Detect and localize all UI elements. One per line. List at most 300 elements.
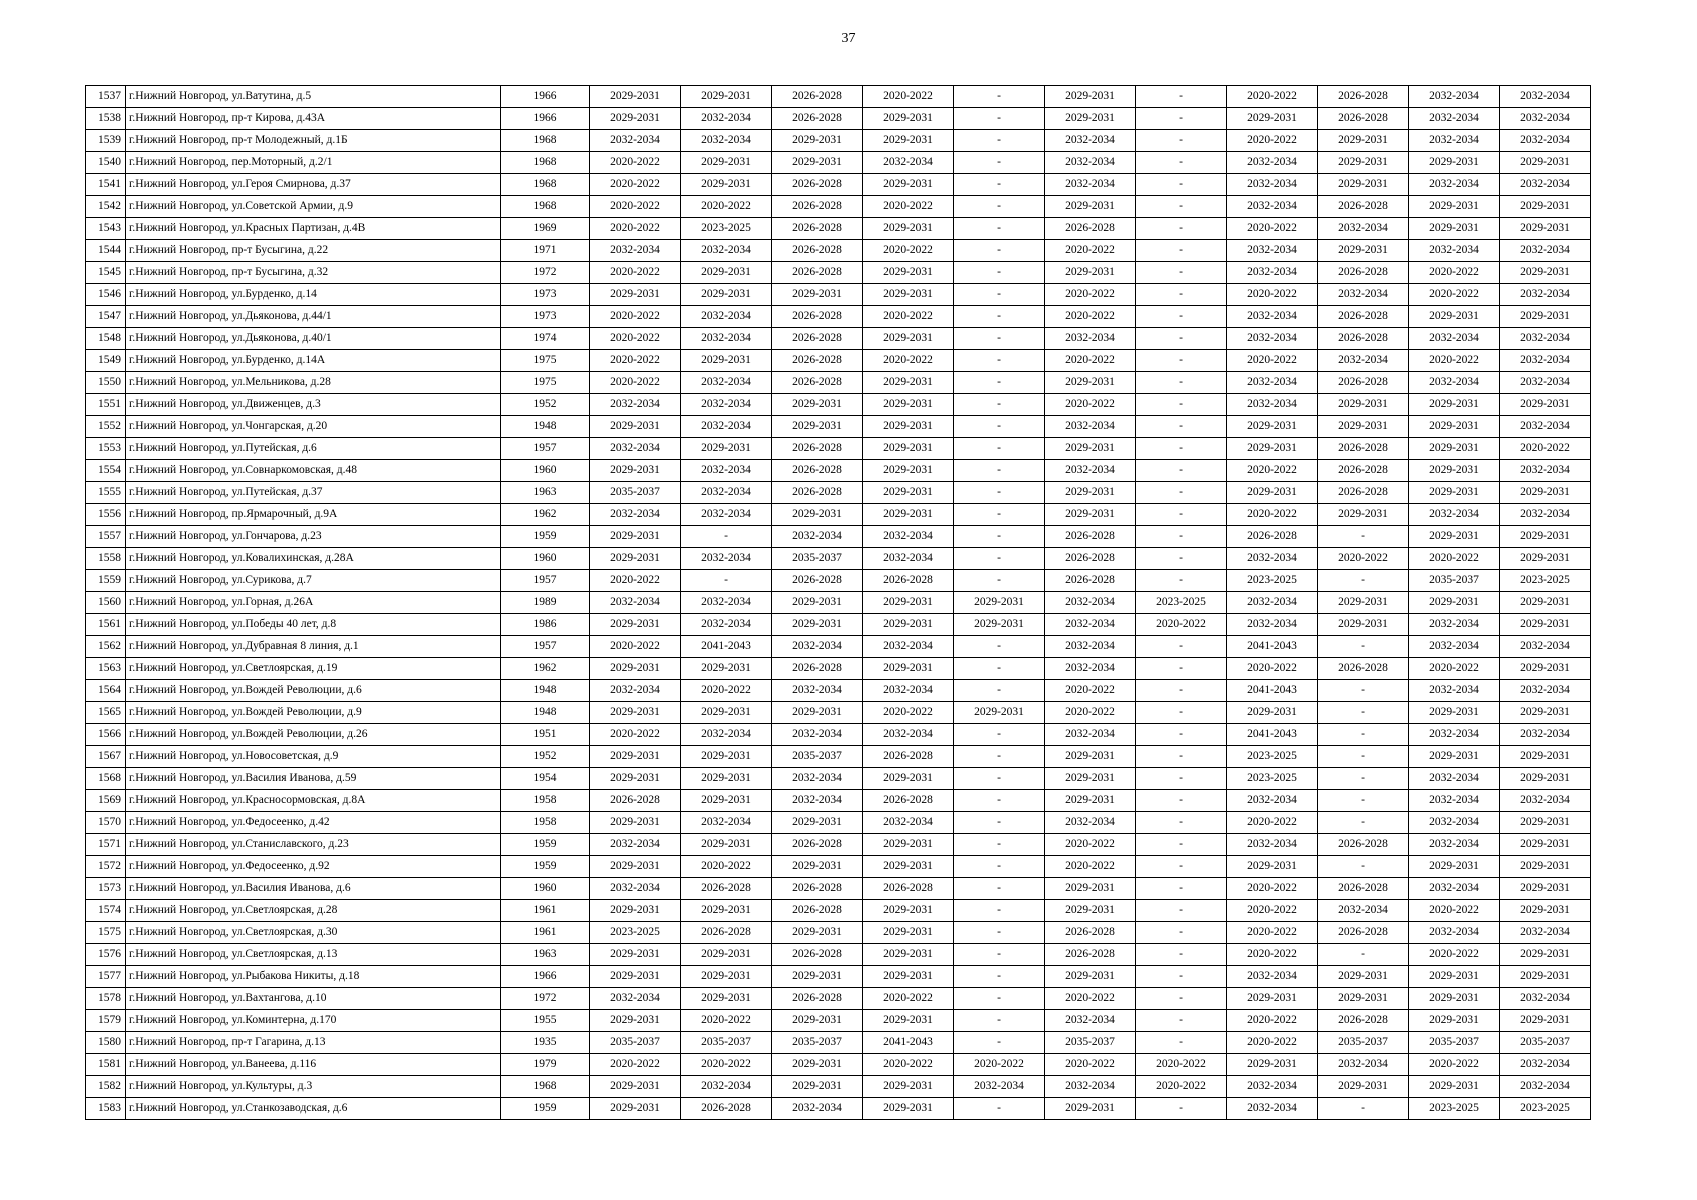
period-cell-5: -	[954, 372, 1045, 394]
period-cell-8: 2041-2043	[1227, 680, 1318, 702]
period-cell-6: 2029-2031	[1045, 262, 1136, 284]
period-cell-1: 2032-2034	[590, 680, 681, 702]
period-cell-8: 2020-2022	[1227, 878, 1318, 900]
period-cell-1: 2020-2022	[590, 570, 681, 592]
period-cell-8: 2020-2022	[1227, 922, 1318, 944]
period-cell-2: 2020-2022	[681, 856, 772, 878]
table-row	[86, 746, 1591, 768]
address-cell: г.Нижний Новгород, ул.Сурикова, д.7	[126, 570, 501, 592]
address-cell: г.Нижний Новгород, ул.Федосеенко, д.92	[126, 856, 501, 878]
period-cell-11: 2032-2034	[1500, 372, 1591, 394]
year-cell: 1974	[501, 328, 590, 350]
period-cell-4: 2026-2028	[863, 790, 954, 812]
period-cell-7: -	[1136, 86, 1227, 108]
period-cell-1: 2032-2034	[590, 988, 681, 1010]
year-cell: 1960	[501, 460, 590, 482]
period-cell-8: 2020-2022	[1227, 900, 1318, 922]
row-number-cell: 1562	[86, 636, 126, 658]
period-cell-11: 2035-2037	[1500, 1032, 1591, 1054]
period-cell-6: 2020-2022	[1045, 988, 1136, 1010]
period-cell-3: 2029-2031	[772, 284, 863, 306]
period-cell-10: 2029-2031	[1409, 196, 1500, 218]
period-cell-6: 2020-2022	[1045, 306, 1136, 328]
period-cell-9: 2026-2028	[1318, 1010, 1409, 1032]
period-cell-6: 2029-2031	[1045, 768, 1136, 790]
table-row	[86, 592, 1591, 614]
period-cell-3: 2029-2031	[772, 812, 863, 834]
period-cell-3: 2032-2034	[772, 790, 863, 812]
period-cell-10: 2032-2034	[1409, 240, 1500, 262]
period-cell-3: 2029-2031	[772, 1076, 863, 1098]
row-number-cell: 1580	[86, 1032, 126, 1054]
period-cell-5: -	[954, 922, 1045, 944]
period-cell-1: 2020-2022	[590, 152, 681, 174]
period-cell-7: -	[1136, 746, 1227, 768]
period-cell-9: 2026-2028	[1318, 460, 1409, 482]
period-cell-2: 2029-2031	[681, 152, 772, 174]
period-cell-4: 2029-2031	[863, 614, 954, 636]
period-cell-2: 2026-2028	[681, 922, 772, 944]
table-row	[86, 856, 1591, 878]
period-cell-2: 2029-2031	[681, 658, 772, 680]
period-cell-10: 2020-2022	[1409, 658, 1500, 680]
period-cell-4: 2032-2034	[863, 724, 954, 746]
address-cell: г.Нижний Новгород, ул.Новосоветская, д.9	[126, 746, 501, 768]
period-cell-6: 2026-2028	[1045, 218, 1136, 240]
period-cell-9: 2029-2031	[1318, 240, 1409, 262]
period-cell-3: 2029-2031	[772, 592, 863, 614]
period-cell-5: -	[954, 328, 1045, 350]
table-row	[86, 1054, 1591, 1076]
period-cell-4: 2020-2022	[863, 1054, 954, 1076]
period-cell-11: 2032-2034	[1500, 108, 1591, 130]
period-cell-3: 2026-2028	[772, 988, 863, 1010]
address-cell: г.Нижний Новгород, ул.Красносормовская, д.8А	[126, 790, 501, 812]
table-row	[86, 284, 1591, 306]
period-cell-10: 2029-2031	[1409, 482, 1500, 504]
table-row	[86, 394, 1591, 416]
year-cell: 1975	[501, 372, 590, 394]
address-cell: г.Нижний Новгород, ул.Станиславского, д.23	[126, 834, 501, 856]
period-cell-2: 2029-2031	[681, 834, 772, 856]
period-cell-4: 2029-2031	[863, 504, 954, 526]
period-cell-2: 2032-2034	[681, 548, 772, 570]
period-cell-4: 2029-2031	[863, 394, 954, 416]
period-cell-2: 2026-2028	[681, 1098, 772, 1120]
period-cell-11: 2032-2034	[1500, 1076, 1591, 1098]
period-cell-7: 2020-2022	[1136, 1054, 1227, 1076]
period-cell-7: -	[1136, 218, 1227, 240]
period-cell-2: 2020-2022	[681, 1054, 772, 1076]
year-cell: 1957	[501, 438, 590, 460]
period-cell-1: 2032-2034	[590, 240, 681, 262]
period-cell-6: 2029-2031	[1045, 482, 1136, 504]
period-cell-7: -	[1136, 834, 1227, 856]
period-cell-6: 2032-2034	[1045, 636, 1136, 658]
period-cell-7: -	[1136, 394, 1227, 416]
period-cell-6: 2032-2034	[1045, 614, 1136, 636]
period-cell-4: 2020-2022	[863, 196, 954, 218]
period-cell-7: -	[1136, 438, 1227, 460]
period-cell-5: -	[954, 460, 1045, 482]
period-cell-1: 2020-2022	[590, 218, 681, 240]
period-cell-8: 2020-2022	[1227, 504, 1318, 526]
period-cell-4: 2032-2034	[863, 812, 954, 834]
row-number-cell: 1572	[86, 856, 126, 878]
period-cell-6: 2032-2034	[1045, 812, 1136, 834]
period-cell-11: 2029-2031	[1500, 746, 1591, 768]
period-cell-7: -	[1136, 526, 1227, 548]
row-number-cell: 1539	[86, 130, 126, 152]
period-cell-11: 2032-2034	[1500, 174, 1591, 196]
year-cell: 1958	[501, 790, 590, 812]
period-cell-2: 2032-2034	[681, 1076, 772, 1098]
period-cell-1: 2029-2031	[590, 856, 681, 878]
period-cell-1: 2023-2025	[590, 922, 681, 944]
year-cell: 1968	[501, 1076, 590, 1098]
period-cell-2: 2029-2031	[681, 944, 772, 966]
period-cell-8: 2023-2025	[1227, 768, 1318, 790]
period-cell-5: -	[954, 636, 1045, 658]
table-row	[86, 570, 1591, 592]
row-number-cell: 1571	[86, 834, 126, 856]
period-cell-11: 2032-2034	[1500, 988, 1591, 1010]
period-cell-10: 2029-2031	[1409, 988, 1500, 1010]
period-cell-11: 2032-2034	[1500, 130, 1591, 152]
address-cell: г.Нижний Новгород, ул.Гончарова, д.23	[126, 526, 501, 548]
table-row	[86, 636, 1591, 658]
table-row	[86, 504, 1591, 526]
period-cell-10: 2032-2034	[1409, 86, 1500, 108]
year-cell: 1973	[501, 306, 590, 328]
period-cell-6: 2029-2031	[1045, 438, 1136, 460]
period-cell-10: 2029-2031	[1409, 306, 1500, 328]
period-cell-7: -	[1136, 372, 1227, 394]
period-cell-6: 2020-2022	[1045, 284, 1136, 306]
period-cell-3: 2035-2037	[772, 746, 863, 768]
period-cell-1: 2029-2031	[590, 108, 681, 130]
row-number-cell: 1570	[86, 812, 126, 834]
period-cell-10: 2020-2022	[1409, 350, 1500, 372]
period-cell-9: 2026-2028	[1318, 482, 1409, 504]
period-cell-9: 2026-2028	[1318, 196, 1409, 218]
period-cell-5: -	[954, 218, 1045, 240]
table-row	[86, 196, 1591, 218]
address-cell: г.Нижний Новгород, пр-т Гагарина, д.13	[126, 1032, 501, 1054]
row-number-cell: 1565	[86, 702, 126, 724]
table-row	[86, 834, 1591, 856]
table-row	[86, 790, 1591, 812]
period-cell-4: 2029-2031	[863, 856, 954, 878]
period-cell-3: 2035-2037	[772, 1032, 863, 1054]
period-cell-8: 2020-2022	[1227, 86, 1318, 108]
period-cell-6: 2032-2034	[1045, 724, 1136, 746]
period-cell-8: 2020-2022	[1227, 350, 1318, 372]
period-cell-9: 2026-2028	[1318, 306, 1409, 328]
year-cell: 1959	[501, 526, 590, 548]
period-cell-8: 2032-2034	[1227, 1098, 1318, 1120]
period-cell-4: 2029-2031	[863, 900, 954, 922]
period-cell-4: 2032-2034	[863, 152, 954, 174]
period-cell-4: 2029-2031	[863, 1098, 954, 1120]
period-cell-10: 2029-2031	[1409, 1010, 1500, 1032]
period-cell-1: 2020-2022	[590, 636, 681, 658]
period-cell-7: -	[1136, 350, 1227, 372]
period-cell-9: 2029-2031	[1318, 1076, 1409, 1098]
period-cell-11: 2029-2031	[1500, 1010, 1591, 1032]
row-number-cell: 1579	[86, 1010, 126, 1032]
period-cell-6: 2032-2034	[1045, 416, 1136, 438]
period-cell-4: 2029-2031	[863, 130, 954, 152]
address-cell: г.Нижний Новгород, ул.Горная, д.26А	[126, 592, 501, 614]
period-cell-7: -	[1136, 328, 1227, 350]
period-cell-4: 2029-2031	[863, 218, 954, 240]
period-cell-6: 2020-2022	[1045, 394, 1136, 416]
period-cell-2: 2029-2031	[681, 966, 772, 988]
period-cell-2: 2032-2034	[681, 504, 772, 526]
period-cell-5: -	[954, 570, 1045, 592]
period-cell-11: 2032-2034	[1500, 724, 1591, 746]
period-cell-6: 2032-2034	[1045, 1076, 1136, 1098]
period-cell-6: 2026-2028	[1045, 526, 1136, 548]
period-cell-8: 2029-2031	[1227, 416, 1318, 438]
address-cell: г.Нижний Новгород, ул.Дьяконова, д.44/1	[126, 306, 501, 328]
period-cell-7: -	[1136, 856, 1227, 878]
period-cell-10: 2020-2022	[1409, 900, 1500, 922]
period-cell-10: 2029-2031	[1409, 416, 1500, 438]
row-number-cell: 1573	[86, 878, 126, 900]
period-cell-8: 2020-2022	[1227, 1032, 1318, 1054]
period-cell-1: 2020-2022	[590, 306, 681, 328]
period-cell-2: 2029-2031	[681, 702, 772, 724]
period-cell-7: -	[1136, 922, 1227, 944]
period-cell-3: 2026-2028	[772, 834, 863, 856]
period-cell-5: -	[954, 306, 1045, 328]
period-cell-3: 2026-2028	[772, 108, 863, 130]
period-cell-1: 2029-2031	[590, 86, 681, 108]
table-row	[86, 966, 1591, 988]
period-cell-7: -	[1136, 570, 1227, 592]
year-cell: 1957	[501, 570, 590, 592]
period-cell-4: 2029-2031	[863, 438, 954, 460]
address-cell: г.Нижний Новгород, ул.Красных Партизан, д.4В	[126, 218, 501, 240]
table-row	[86, 218, 1591, 240]
period-cell-10: 2029-2031	[1409, 702, 1500, 724]
period-cell-7: 2023-2025	[1136, 592, 1227, 614]
period-cell-5: -	[954, 812, 1045, 834]
period-cell-2: 2032-2034	[681, 416, 772, 438]
address-cell: г.Нижний Новгород, ул.Федосеенко, д.42	[126, 812, 501, 834]
year-cell: 1968	[501, 174, 590, 196]
year-cell: 1972	[501, 262, 590, 284]
period-cell-6: 2029-2031	[1045, 86, 1136, 108]
address-cell: г.Нижний Новгород, ул.Дьяконова, д.40/1	[126, 328, 501, 350]
period-cell-3: 2026-2028	[772, 262, 863, 284]
period-cell-8: 2032-2034	[1227, 262, 1318, 284]
period-cell-9: 2029-2031	[1318, 394, 1409, 416]
period-cell-4: 2029-2031	[863, 834, 954, 856]
period-cell-7: -	[1136, 1098, 1227, 1120]
period-cell-8: 2029-2031	[1227, 988, 1318, 1010]
period-cell-1: 2026-2028	[590, 790, 681, 812]
period-cell-8: 2041-2043	[1227, 724, 1318, 746]
period-cell-2: 2023-2025	[681, 218, 772, 240]
period-cell-1: 2035-2037	[590, 1032, 681, 1054]
period-cell-5: -	[954, 152, 1045, 174]
period-cell-10: 2029-2031	[1409, 966, 1500, 988]
year-cell: 1952	[501, 394, 590, 416]
period-cell-1: 2020-2022	[590, 372, 681, 394]
period-cell-2: 2029-2031	[681, 262, 772, 284]
row-number-cell: 1583	[86, 1098, 126, 1120]
period-cell-4: 2029-2031	[863, 372, 954, 394]
period-cell-6: 2032-2034	[1045, 460, 1136, 482]
period-cell-6: 2032-2034	[1045, 174, 1136, 196]
period-cell-8: 2020-2022	[1227, 218, 1318, 240]
row-number-cell: 1548	[86, 328, 126, 350]
period-cell-6: 2032-2034	[1045, 328, 1136, 350]
period-cell-11: 2029-2031	[1500, 944, 1591, 966]
row-number-cell: 1541	[86, 174, 126, 196]
year-cell: 1952	[501, 746, 590, 768]
year-cell: 1966	[501, 966, 590, 988]
period-cell-2: -	[681, 526, 772, 548]
period-cell-7: -	[1136, 262, 1227, 284]
year-cell: 1959	[501, 834, 590, 856]
period-cell-7: -	[1136, 900, 1227, 922]
table-row	[86, 328, 1591, 350]
period-cell-9: 2032-2034	[1318, 1054, 1409, 1076]
period-cell-1: 2029-2031	[590, 768, 681, 790]
period-cell-2: 2029-2031	[681, 174, 772, 196]
row-number-cell: 1576	[86, 944, 126, 966]
year-cell: 1951	[501, 724, 590, 746]
period-cell-8: 2041-2043	[1227, 636, 1318, 658]
period-cell-5: -	[954, 262, 1045, 284]
period-cell-7: -	[1136, 284, 1227, 306]
period-cell-4: 2029-2031	[863, 416, 954, 438]
period-cell-10: 2032-2034	[1409, 724, 1500, 746]
period-cell-2: 2032-2034	[681, 108, 772, 130]
address-cell: г.Нижний Новгород, ул.Коминтерна, д.170	[126, 1010, 501, 1032]
period-cell-4: 2029-2031	[863, 1076, 954, 1098]
period-cell-11: 2032-2034	[1500, 922, 1591, 944]
address-cell: г.Нижний Новгород, ул.Светлоярская, д.28	[126, 900, 501, 922]
year-cell: 1968	[501, 130, 590, 152]
buildings-schedule-table	[85, 85, 1591, 1120]
period-cell-9: 2026-2028	[1318, 86, 1409, 108]
period-cell-10: 2035-2037	[1409, 570, 1500, 592]
period-cell-3: 2026-2028	[772, 240, 863, 262]
period-cell-7: -	[1136, 482, 1227, 504]
period-cell-2: 2029-2031	[681, 988, 772, 1010]
period-cell-8: 2020-2022	[1227, 812, 1318, 834]
year-cell: 1948	[501, 416, 590, 438]
period-cell-4: 2032-2034	[863, 526, 954, 548]
address-cell: г.Нижний Новгород, ул.Светлоярская, д.13	[126, 944, 501, 966]
period-cell-11: 2023-2025	[1500, 1098, 1591, 1120]
period-cell-3: 2029-2031	[772, 966, 863, 988]
period-cell-4: 2020-2022	[863, 702, 954, 724]
row-number-cell: 1545	[86, 262, 126, 284]
period-cell-8: 2032-2034	[1227, 174, 1318, 196]
table-row	[86, 614, 1591, 636]
period-cell-11: 2029-2031	[1500, 856, 1591, 878]
period-cell-1: 2029-2031	[590, 1098, 681, 1120]
period-cell-8: 2020-2022	[1227, 1010, 1318, 1032]
period-cell-3: 2029-2031	[772, 922, 863, 944]
period-cell-2: -	[681, 570, 772, 592]
year-cell: 1979	[501, 1054, 590, 1076]
period-cell-10: 2029-2031	[1409, 152, 1500, 174]
period-cell-1: 2032-2034	[590, 592, 681, 614]
period-cell-9: -	[1318, 768, 1409, 790]
period-cell-2: 2032-2034	[681, 306, 772, 328]
row-number-cell: 1567	[86, 746, 126, 768]
period-cell-3: 2026-2028	[772, 570, 863, 592]
period-cell-2: 2032-2034	[681, 328, 772, 350]
period-cell-8: 2029-2031	[1227, 438, 1318, 460]
period-cell-9: 2029-2031	[1318, 174, 1409, 196]
period-cell-8: 2020-2022	[1227, 460, 1318, 482]
period-cell-9: 2032-2034	[1318, 350, 1409, 372]
period-cell-7: -	[1136, 174, 1227, 196]
period-cell-10: 2020-2022	[1409, 944, 1500, 966]
period-cell-1: 2029-2031	[590, 900, 681, 922]
period-cell-8: 2026-2028	[1227, 526, 1318, 548]
row-number-cell: 1542	[86, 196, 126, 218]
period-cell-5: -	[954, 1032, 1045, 1054]
period-cell-4: 2029-2031	[863, 768, 954, 790]
period-cell-9: 2026-2028	[1318, 372, 1409, 394]
period-cell-1: 2029-2031	[590, 746, 681, 768]
year-cell: 1972	[501, 988, 590, 1010]
period-cell-9: 2032-2034	[1318, 900, 1409, 922]
period-cell-7: -	[1136, 460, 1227, 482]
period-cell-3: 2026-2028	[772, 900, 863, 922]
address-cell: г.Нижний Новгород, ул.Бурденко, д.14	[126, 284, 501, 306]
period-cell-1: 2029-2031	[590, 658, 681, 680]
period-cell-1: 2029-2031	[590, 284, 681, 306]
period-cell-6: 2020-2022	[1045, 1054, 1136, 1076]
year-cell: 1961	[501, 922, 590, 944]
row-number-cell: 1577	[86, 966, 126, 988]
period-cell-5: -	[954, 680, 1045, 702]
period-cell-9: -	[1318, 680, 1409, 702]
row-number-cell: 1553	[86, 438, 126, 460]
address-cell: г.Нижний Новгород, ул.Советской Армии, д.9	[126, 196, 501, 218]
period-cell-5: -	[954, 394, 1045, 416]
period-cell-9: -	[1318, 570, 1409, 592]
period-cell-10: 2032-2034	[1409, 878, 1500, 900]
period-cell-8: 2023-2025	[1227, 570, 1318, 592]
period-cell-11: 2029-2031	[1500, 152, 1591, 174]
period-cell-2: 2032-2034	[681, 372, 772, 394]
period-cell-11: 2029-2031	[1500, 812, 1591, 834]
period-cell-9: 2026-2028	[1318, 658, 1409, 680]
period-cell-7: -	[1136, 130, 1227, 152]
period-cell-3: 2032-2034	[772, 636, 863, 658]
address-cell: г.Нижний Новгород, ул.Победы 40 лет, д.8	[126, 614, 501, 636]
period-cell-11: 2029-2031	[1500, 614, 1591, 636]
period-cell-8: 2032-2034	[1227, 240, 1318, 262]
period-cell-3: 2029-2031	[772, 394, 863, 416]
period-cell-8: 2020-2022	[1227, 658, 1318, 680]
period-cell-5: -	[954, 482, 1045, 504]
period-cell-9: 2026-2028	[1318, 834, 1409, 856]
table-row	[86, 416, 1591, 438]
period-cell-3: 2026-2028	[772, 174, 863, 196]
